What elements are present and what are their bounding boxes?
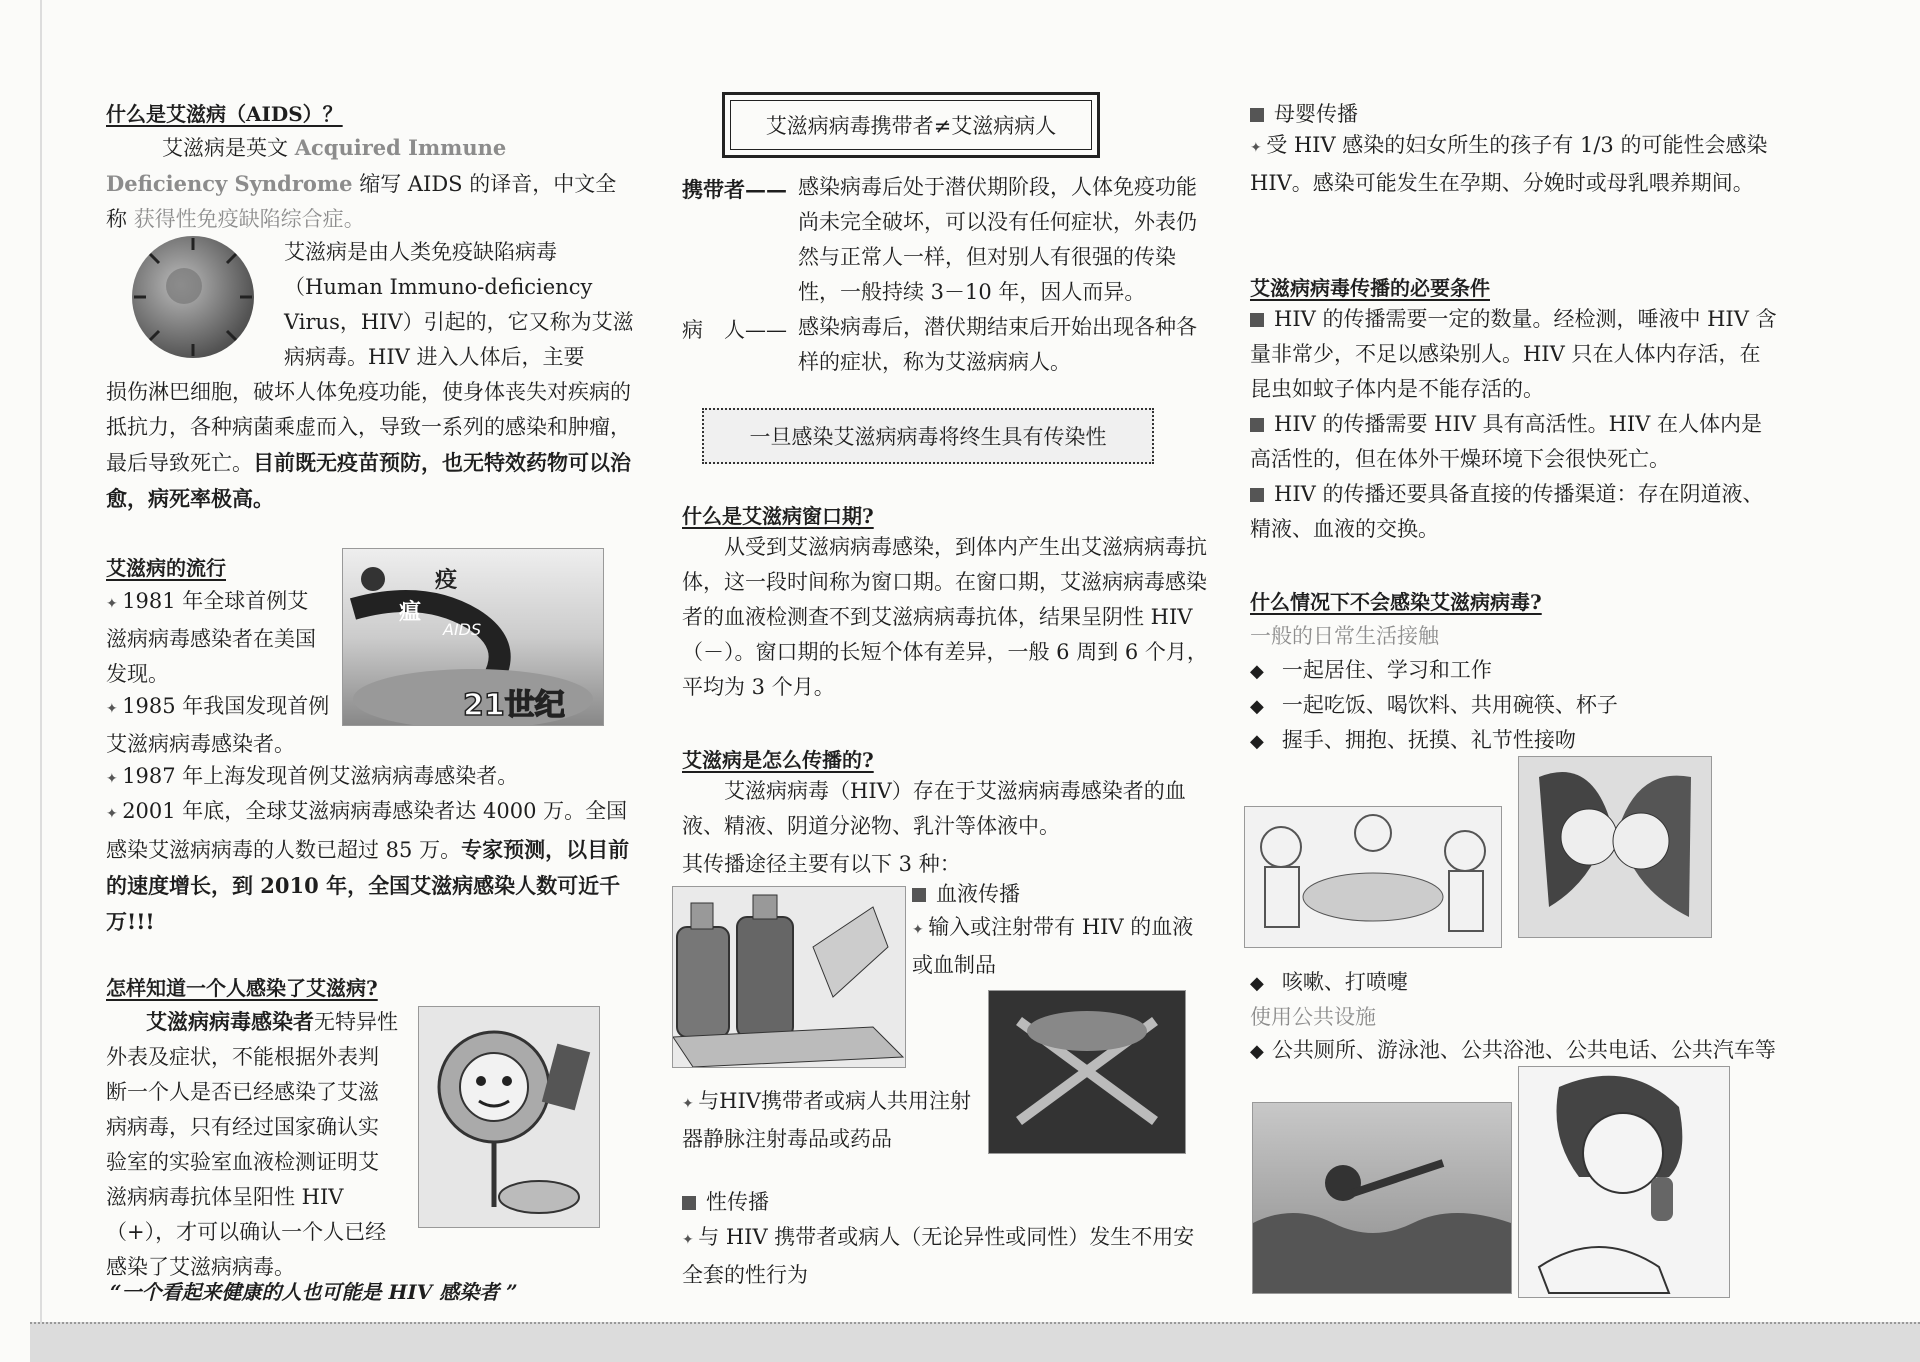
heading-what-is-aids: 什么是艾滋病（AIDS）？	[106, 102, 343, 126]
know-paragraph: 艾滋病病毒感染者无特异性外表及症状，不能根据外表判断一个人是否已经感染了艾滋病病毒，只有经过国家确认实验室的实验室血液检测证明艾滋病病毒抗体呈阳性 HIV（+），才可以确认一个人已经感染了艾滋病病毒。	[106, 1009, 398, 1279]
virus-spikes	[132, 236, 254, 358]
heading-how-to-know: 怎样知道一个人感染了艾滋病?	[106, 976, 378, 1000]
safe-item-coughing: ◆ 咳嗽、打喷嚏	[1250, 970, 1408, 994]
blood-bottles-image	[672, 886, 906, 1068]
heading-epidemic: 艾滋病的流行	[106, 556, 226, 580]
banner-char-1: 瘟	[399, 600, 422, 625]
aids-chinese-fullname: 获得性免疫缺陷综合症	[133, 207, 344, 231]
square-bullet-icon	[1250, 488, 1264, 502]
carrier-definition: 感染病毒后处于潜伏期阶段，人体免疫功能尚未完全破坏，可以没有任何症状，外表仍然与正常人一样，但对别人有很强的传染性，一般持续 3－10 年，因人而异。	[798, 175, 1197, 304]
heading-no-infection: 什么情况下不会感染艾滋病病毒?	[1250, 590, 1542, 614]
patient-definition: 感染病毒后，潜伏期结束后开始出现各种各样的症状，称为艾滋病病人。	[798, 315, 1197, 374]
banner-char-2: 疫	[435, 568, 458, 593]
diamond-bullet-icon: ◆	[1250, 731, 1264, 752]
aids-no-cure-emphasis: 目前既无疫苗预防，也无特效药物可以治愈，病死率极高。	[106, 450, 631, 511]
carrier-vs-patient-title: 艾滋病病毒携带者≠艾滋病病人	[730, 100, 1092, 150]
epidemic-prediction-emphasis: 专家预测，以目前的速度增长，到 2010 年，全国艾滋病感染人数可近千万!!!	[106, 837, 630, 934]
aids-cause-paragraph-top: 艾滋病是由人类免疫缺陷病毒（Human Immuno-deficiency Virus，HIV）引起的，它又称为艾滋病病毒。HIV 进入人体后，主要	[284, 240, 634, 369]
virus-image	[132, 236, 254, 358]
banner-aids: AIDS	[443, 620, 482, 639]
public-facilities-subheading: 使用公共设施	[1250, 1005, 1376, 1029]
transmission-routes-lead: 其传播途径主要有以下 3 种：	[682, 852, 961, 876]
transmission-intro: 艾滋病病毒（HIV）存在于艾滋病病毒感染者的血液、精液、阴道分泌物、乳汁等体液中。	[682, 779, 1186, 838]
square-bullet-icon	[912, 888, 926, 902]
epidemic-item-1981: ✦ 1981 年全球首例艾滋病病毒感染者在美国发现。	[106, 584, 326, 692]
blood-bottles-graphic	[673, 887, 905, 1067]
quote-healthy-looking: “一个看起来健康的人也可能是 HIV 感染者 ”	[110, 1280, 518, 1304]
heading-necessary-conditions: 艾滋病病毒传播的必要条件	[1250, 276, 1490, 300]
carrier-vs-patient-box	[722, 92, 1100, 158]
kiss-greeting-graphic	[1519, 757, 1711, 937]
mother-child-text: ✦ 受 HIV 感染的妇女所生的孩子有 1/3 的可能性会感染 HIV。感染可能发生在孕期、分娩时或母乳喂养期间。	[1250, 128, 1780, 201]
heading-transmission: 艾滋病是怎么传播的?	[682, 748, 874, 772]
safe-item-hugging: ◆ 握手、拥抱、抚摸、礼节性接吻	[1250, 728, 1576, 752]
telephone-woman-graphic	[1519, 1067, 1729, 1297]
needle-sharing-text: ✦ 与HIV携带者或病人共用注射器静脉注射毒品或药品	[682, 1084, 982, 1157]
epidemic-item-1985: ✦ 1985 年我国发现首例艾滋病病毒感染者。	[106, 689, 346, 762]
dining-together-graphic	[1245, 807, 1501, 947]
carrier-label: 携带者——	[682, 177, 787, 202]
patient-label: 病 人——	[682, 318, 787, 342]
page-edge	[0, 0, 42, 1360]
condition-quantity: HIV 的传播需要一定的数量。经检测，唾液中 HIV 含量非常少，不足以感染别人。HIV 只在人体内存活，在昆虫如蚊子体内是不能存活的。	[1250, 307, 1777, 401]
aids-21st-century-image	[342, 548, 604, 726]
lifelong-infectious-box: 一旦感染艾滋病病毒将终生具有传染性	[702, 408, 1154, 464]
blood-transmission-title: 血液传播	[912, 878, 1020, 908]
needle-syringe-graphic	[989, 991, 1185, 1153]
dining-together-image	[1244, 806, 1502, 948]
aids-banner-graphic	[343, 549, 603, 725]
daily-contact-subheading: 一般的日常生活接触	[1250, 624, 1439, 648]
epidemic-item-2001: ✦ 2001 年底，全球艾滋病病毒感染者达 4000 万。全国感染艾滋病病毒的人数已超过 85 万。专家预测，以目前的速度增长，到 2010 年，全国艾滋病感染人数可近千万!!!	[106, 794, 634, 940]
safe-item-public: ◆ 公共厕所、游泳池、公共浴池、公共电话、公共汽车等	[1250, 1033, 1780, 1069]
safe-item-living: ◆ 一起居住、学习和工作	[1250, 658, 1492, 682]
diamond-bullet-icon: ◆	[1250, 696, 1264, 717]
mother-child-title: 母婴传播	[1250, 98, 1358, 128]
safe-item-eating: ◆ 一起吃饭、喝饮料、共用碗筷、杯子	[1250, 693, 1618, 717]
diamond-bullet-icon: ◆	[1250, 1041, 1264, 1062]
needle-syringe-image	[988, 990, 1186, 1154]
heading-window-period: 什么是艾滋病窗口期?	[682, 504, 874, 528]
aids-english-term: Acquired Immune Deficiency Syndrome	[106, 135, 507, 196]
telephone-woman-image	[1518, 1066, 1730, 1298]
page-bottom-band	[30, 1322, 1920, 1362]
banner-21st-century: 21世纪	[463, 688, 565, 723]
diamond-bullet-icon: ◆	[1250, 661, 1264, 682]
aids-intro-paragraph: 艾滋病是英文 Acquired Immune Deficiency Syndrome 缩写 AIDS 的译音，中文全称 获得性免疫缺陷综合症。	[106, 135, 617, 231]
sexual-transmission-title: 性传播	[682, 1186, 769, 1216]
condition-activity: HIV 的传播需要 HIV 具有高活性。HIV 在人体内是高活性的，但在体外干燥环境下会很快死亡。	[1250, 412, 1763, 471]
sexual-transmission-text: ✦ 与 HIV 携带者或病人（无论异性或同性）发生不用安全套的性行为	[682, 1220, 1208, 1293]
square-bullet-icon	[1250, 108, 1264, 122]
epidemic-item-1987: ✦ 1987 年上海发现首例艾滋病病毒感染者。	[106, 759, 634, 797]
square-bullet-icon	[1250, 418, 1264, 432]
cartoon-flower-graphic	[419, 1007, 599, 1227]
cartoon-flower-image	[418, 1006, 600, 1228]
square-bullet-icon	[682, 1196, 696, 1210]
square-bullet-icon	[1250, 313, 1264, 327]
diamond-bullet-icon: ◆	[1250, 973, 1264, 994]
blood-transmission-text: ✦ 输入或注射带有 HIV 的血液或血制品	[912, 910, 1204, 983]
condition-channel: HIV 的传播还要具备直接的传播渠道：存在阴道液、精液、血液的交换。	[1250, 482, 1764, 541]
window-period-paragraph: 从受到艾滋病病毒感染，到体内产生出艾滋病病毒抗体，这一段时间称为窗口期。在窗口期，艾滋病病毒感染者的血液检测查不到艾滋病病毒抗体，结果呈阴性 HIV（－）。窗口期的长短个体有差异，一般 6 周到 6 个月，平均为 3 个月。	[682, 535, 1208, 699]
aids-cause-paragraph-bottom: 损伤淋巴细胞，破坏人体免疫功能，使身体丧失对疾病的抵抗力，各种病菌乘虚而入，导致一系列的感染和肿瘤，最后导致死亡。目前既无疫苗预防，也无特效药物可以治愈，病死率极高。	[106, 380, 631, 511]
kiss-greeting-image	[1518, 756, 1712, 938]
swimming-pool-graphic	[1253, 1103, 1511, 1293]
swimming-pool-image	[1252, 1102, 1512, 1294]
